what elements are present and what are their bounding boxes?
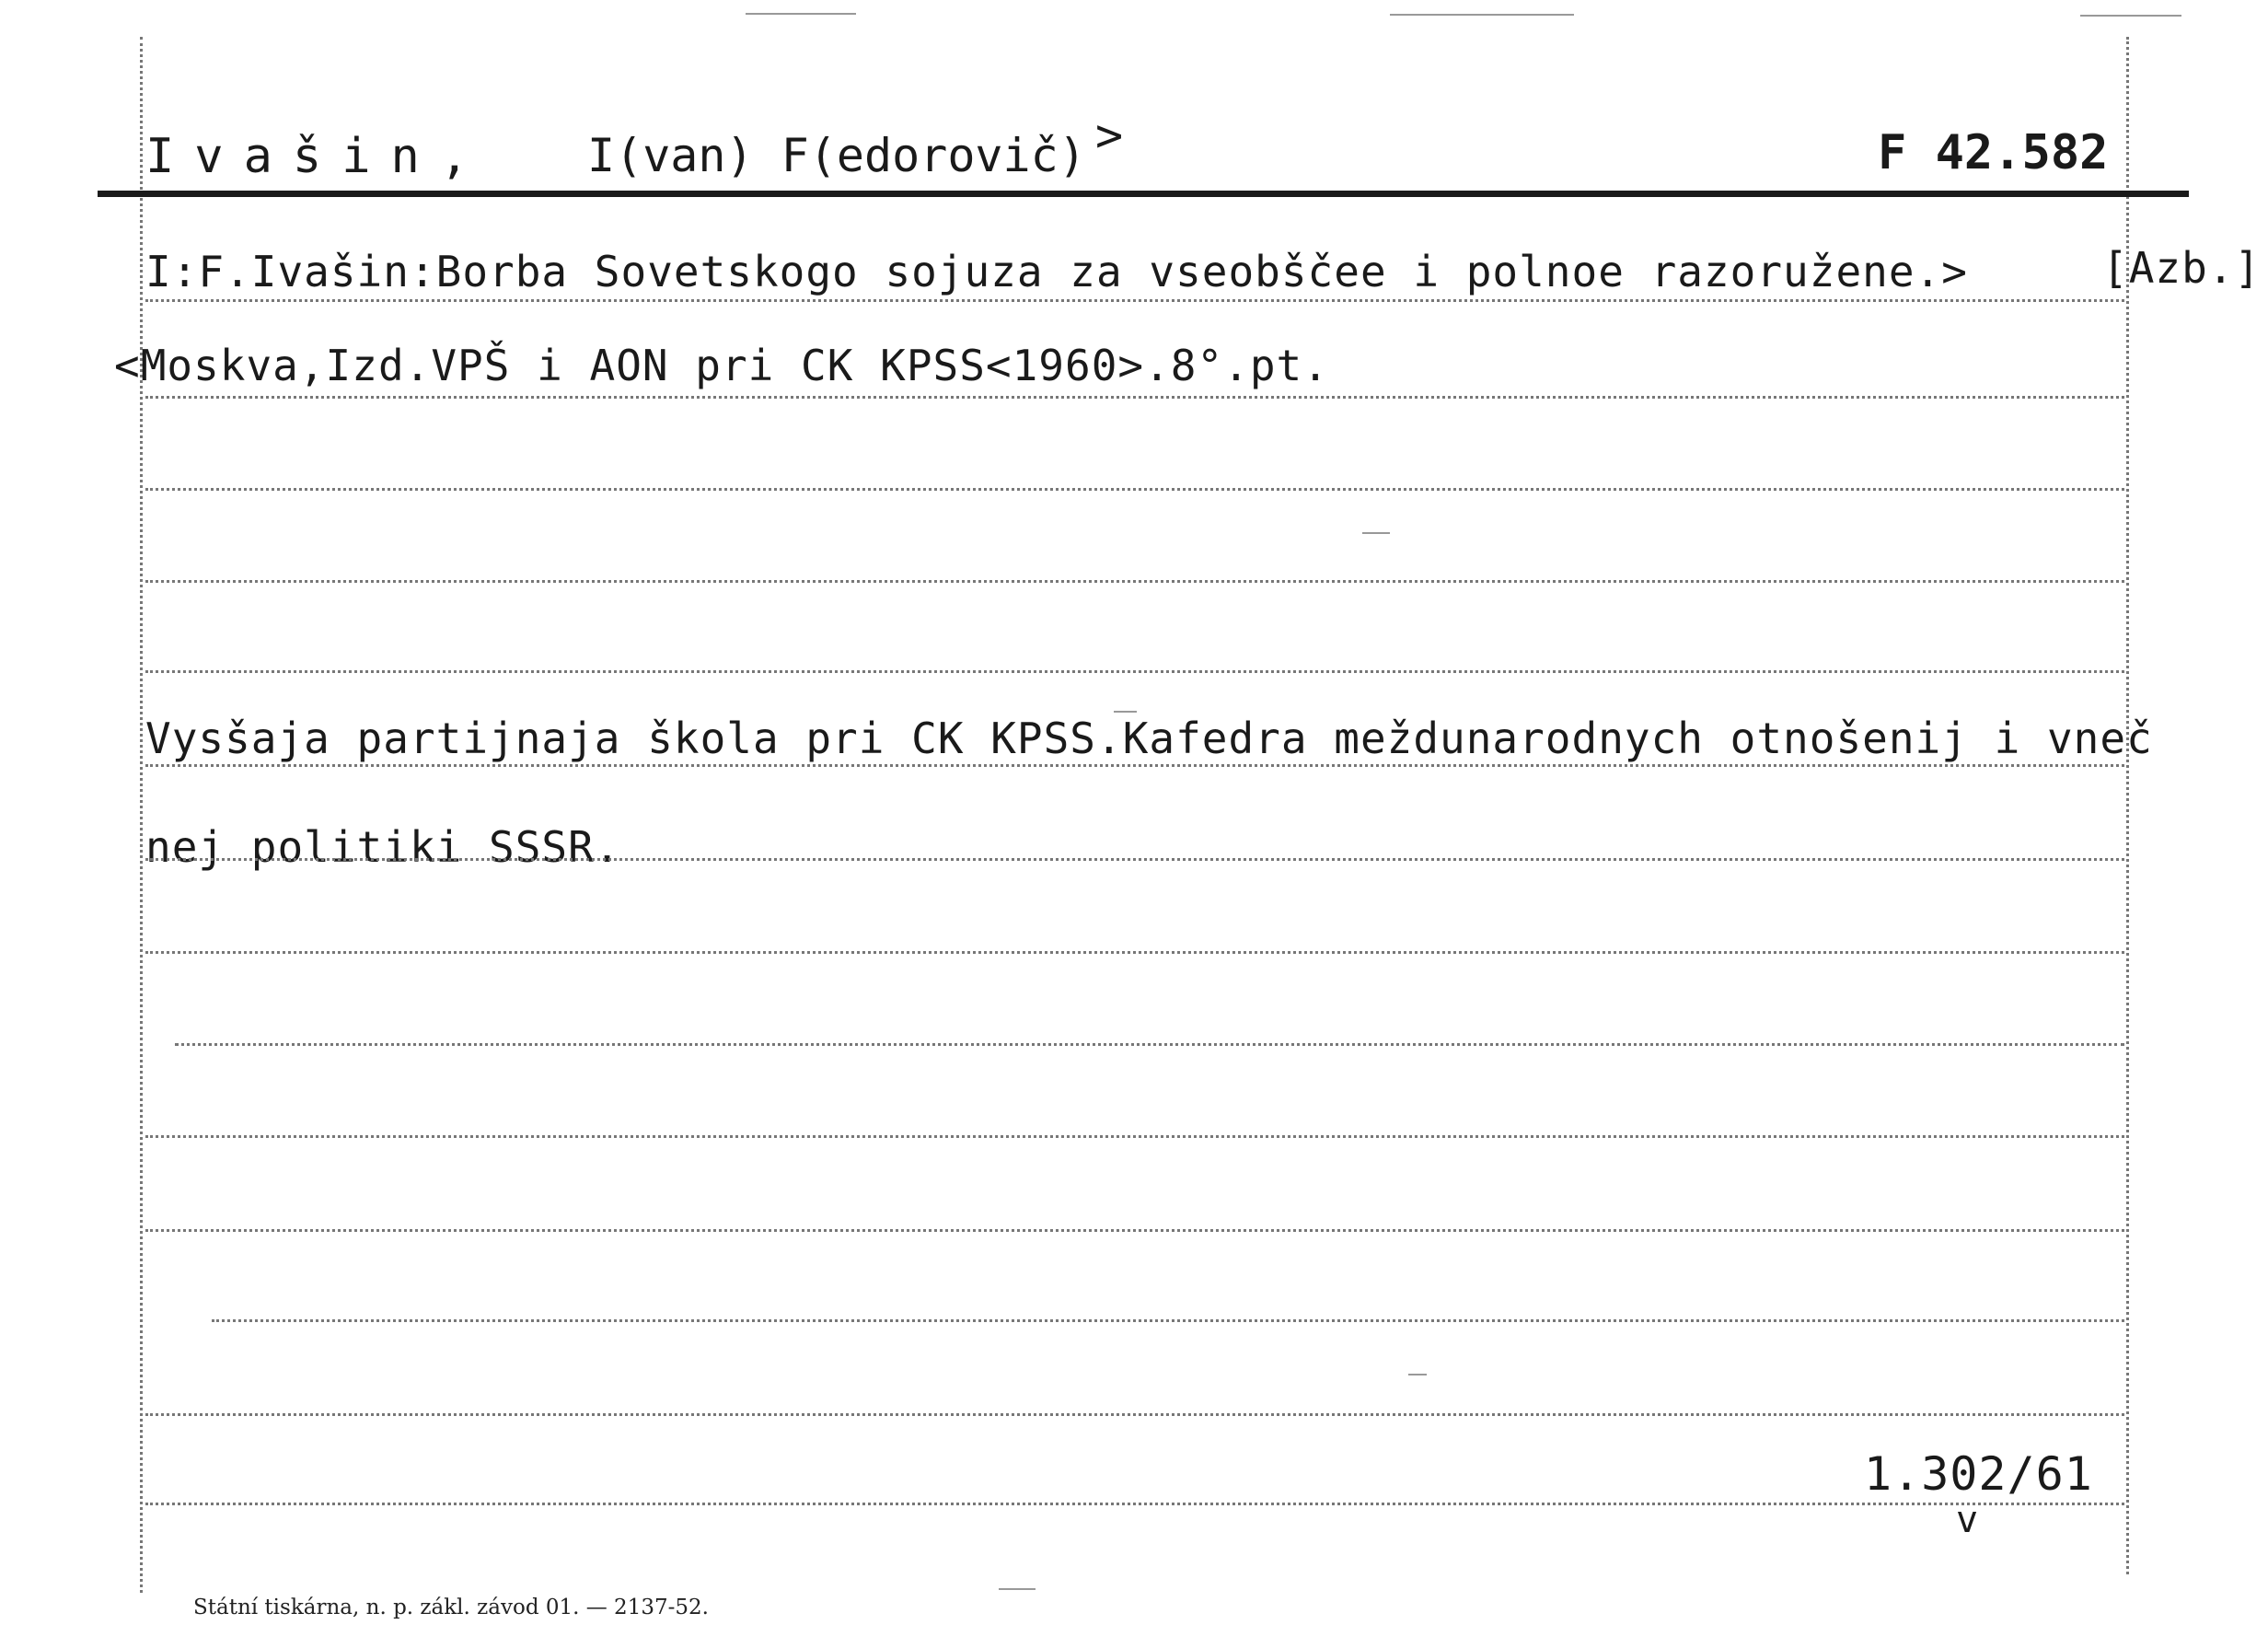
- ruled-line-12: [212, 1319, 2124, 1322]
- ruled-line-13: [145, 1413, 2124, 1416]
- heading-rule: [98, 191, 2189, 197]
- ruled-line-11: [145, 1229, 2124, 1232]
- shelf-mark: F 42.582: [1878, 125, 2109, 180]
- scan-speck: [746, 13, 856, 15]
- left-margin-line: [140, 37, 143, 1593]
- scan-speck: [999, 1588, 1036, 1590]
- title-line: I:F.Ivašin:Borba Sovetskogo sojuza za vseobščee i polnoe razoružene.>: [145, 247, 1968, 296]
- printer-imprint: Státní tiskárna, n. p. zákl. závod 01. — 2137-52.: [193, 1596, 709, 1619]
- author-given-names: I(van) F(edorovič): [587, 129, 1086, 182]
- ruled-line-2: [145, 396, 2124, 399]
- corporate-body-line: Vysšaja partijnaja škola pri CK KPSS.Kafedra meždunarodnych otnošenij i vneč: [145, 714, 2153, 763]
- ruled-line-14: [145, 1503, 2124, 1505]
- corporate-body-line-continued: nej politiki SSSR.: [145, 822, 621, 872]
- ruled-line-3: [145, 488, 2124, 491]
- ruled-line-1: [145, 299, 2124, 302]
- ruled-line-5: [145, 670, 2124, 673]
- check-tick: v: [1956, 1499, 1980, 1541]
- ruled-line-10: [145, 1135, 2124, 1138]
- ruled-line-6: [145, 764, 2124, 767]
- scan-speck: [2080, 15, 2181, 17]
- accession-number: 1.302/61: [1864, 1447, 2093, 1501]
- scan-speck: [1408, 1374, 1427, 1375]
- ruled-line-4: [145, 580, 2124, 583]
- scan-speck: [1362, 532, 1390, 534]
- ruled-line-7: [145, 858, 2124, 861]
- scan-speck: [1114, 711, 1137, 713]
- author-mark: >: [1095, 109, 1124, 162]
- imprint-line: <Moskva,Izd.VPŠ i AON pri CK KPSS<1960>.8°.pt.: [114, 341, 1329, 390]
- scan-speck: [1390, 14, 1574, 16]
- ruled-line-8: [145, 951, 2124, 954]
- author-surname: Ivašin,: [145, 129, 490, 184]
- script-note: [Azb.]: [2102, 243, 2262, 293]
- ruled-line-9: [175, 1043, 2124, 1046]
